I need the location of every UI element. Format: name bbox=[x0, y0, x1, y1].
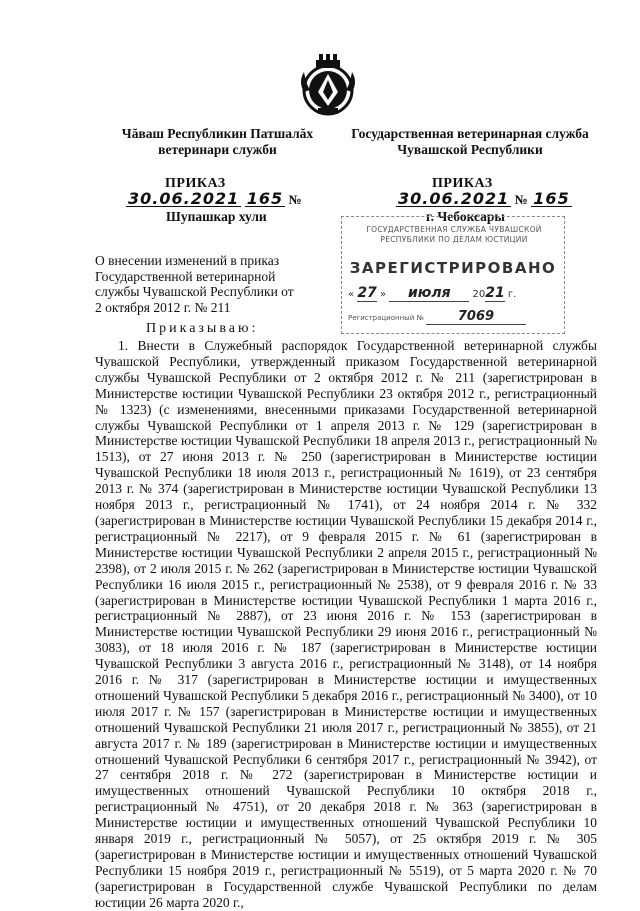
place-right: г. Чебоксары bbox=[426, 209, 505, 224]
stamp-day: 27 bbox=[357, 285, 377, 301]
prikaz-title-left: ПРИКАЗ bbox=[165, 176, 226, 191]
number-sign-left: № bbox=[288, 192, 302, 207]
stamp-year-g: г. bbox=[507, 289, 517, 300]
stamp-month: июля bbox=[389, 285, 469, 302]
chuvash-emblem-icon bbox=[296, 52, 360, 118]
registration-stamp bbox=[341, 216, 565, 334]
stamp-year-suffix: 21 bbox=[485, 285, 505, 301]
number-sign-right: № bbox=[514, 192, 528, 207]
header-russian: Государственная ветеринарная служба Чувашской Республики bbox=[351, 126, 589, 157]
order-body-text: 1. Внести в Служебный распорядок Государственной ветеринарной службы Чувашской Республики, утвержденный приказом Государственной ветеринарной службы Чувашской Республики от 2 октября 2012 г. № 211 (зарегистрирован в Министерстве юстиции Чувашской Республики 23 октября 2012 г., регистрационный № 1323) (с изменениями, внесенными приказами Государственной ветеринарной службы Чувашской Республики от 1 апреля 2013 г. № 129 (зарегистрирован в Министерстве юстиции Чувашской Республики 18 апреля 2013 г., регистрационный № 1513), от 27 июня 2013 г. № 250 (зарегистрирован в Министерстве юстиции Чувашской Республики 18 июля 2013 г., регистрационный № 1619), от 23 сентября 2013 г. № 374 (зарегистрирован в Министерстве юстиции Чувашской Республики 13 ноября 2013 г., регистрационный № 1741), от 24 ноября 2014 г. № 332 (зарегистрирован в Министерстве юстиции Чувашской Республики 15 декабря 2014 г., регистрационный № 2217), от 9 февраля 2015 г. № 61 (зарегистрирован в Министерстве юстиции Чувашской Республики 2 апреля 2015 г., регистрационный № 2398), от 2 июля 2015 г. № 262 (зарегистрирован в Министерстве юстиции Чувашской Республики 16 июля 2015 г., регистрационный № 2538), от 9 февраля 2016 г. № 33 (зарегистрирован в Министерстве юстиции Чувашской Республики 1 марта 2016 г., регистрационный № 2887), от 23 июня 2016 г. № 153 (зарегистрирован в Министерстве юстиции Чувашской Республики 29 июня 2016 г., регистрационный № 3083), от 18 июля 2016 г. № 187 (зарегистрирован в Министерстве юстиции Чувашской Республики 3 августа 2016 г., регистрационный № 3148), от 14 ноября 2016 г. № 317 (зарегистрирован в Министерстве юстиции и имущественных отношений Чувашской Республики 5 декабря 2016 г., регистрационный № 3400), от 10 июля 2017 г. № 157 (зарегистрирован в Министерстве юстиции и имущественных отношений Чувашской Республики 21 июля 2017 г., регистрационный № 3855), от 21 августа 2017 г. № 189 (зарегистрирован в Министерстве юстиции и имущественных отношений Чувашской Республики 6 сентября 2017 г., регистрационный № 3942), от 27 сентября 2018 г. № 272 (зарегистрирован в Министерстве юстиции и имущественных отношений Чувашской Республики 10 октября 2018 г., регистрационный № 4751), от 20 декабря 2018 г. № 363 (зарегистрирован в Министерстве юстиции и имущественных отношений Чувашской Республики 10 января 2019 г., регистрационный № 5057), от 25 октября 2019 г. № 305 (зарегистрирован в Министерстве юстиции и имущественных отношений Чувашской Республики 15 ноября 2019 г., регистрационный № 5519), от 5 марта 2020 г. № 70 (зарегистрирован в Государственной службе Чувашской Республики по делам юстиции 26 марта 2020 г., bbox=[95, 338, 597, 910]
stamp-year-prefix: 20 bbox=[472, 289, 486, 300]
stamp-registration bbox=[348, 309, 560, 325]
prikaz-title-right: ПРИКАЗ bbox=[432, 176, 493, 191]
order-number-value-right: 165 bbox=[533, 189, 570, 208]
stamp-date bbox=[348, 285, 560, 302]
header-chuvash: Чăваш Республикин Патшалăх ветеринари служби bbox=[121, 126, 314, 157]
order-number-left bbox=[126, 189, 302, 209]
stamp-authority: ГОСУДАРСТВЕННАЯ СЛУЖБА ЧУВАШСКОЙ РЕСПУБЛИКИ ПО ДЕЛАМ ЮСТИЦИИ bbox=[366, 225, 542, 244]
order-date-left: 30.06.2021 bbox=[128, 189, 240, 208]
order-number-right bbox=[396, 189, 572, 209]
place-left: Шупашкар хули bbox=[166, 209, 267, 224]
order-word: Приказываю: bbox=[146, 321, 259, 336]
order-date-right: 30.06.2021 bbox=[398, 189, 510, 208]
stamp-reg-label: Регистрационный № bbox=[348, 314, 424, 322]
stamp-title: ЗАРЕГИСТРИРОВАНО bbox=[349, 259, 557, 277]
stamp-reg-number: 7069 bbox=[426, 309, 526, 325]
order-subject: О внесении изменений в приказ Государственной ветеринарной службы Чувашской Республики от 2 октября 2012 г. № 211 bbox=[95, 253, 294, 315]
stamp-quote-close: » bbox=[379, 289, 387, 300]
order-number-value-left: 165 bbox=[246, 189, 284, 208]
stamp-quote-open: « bbox=[348, 289, 355, 300]
